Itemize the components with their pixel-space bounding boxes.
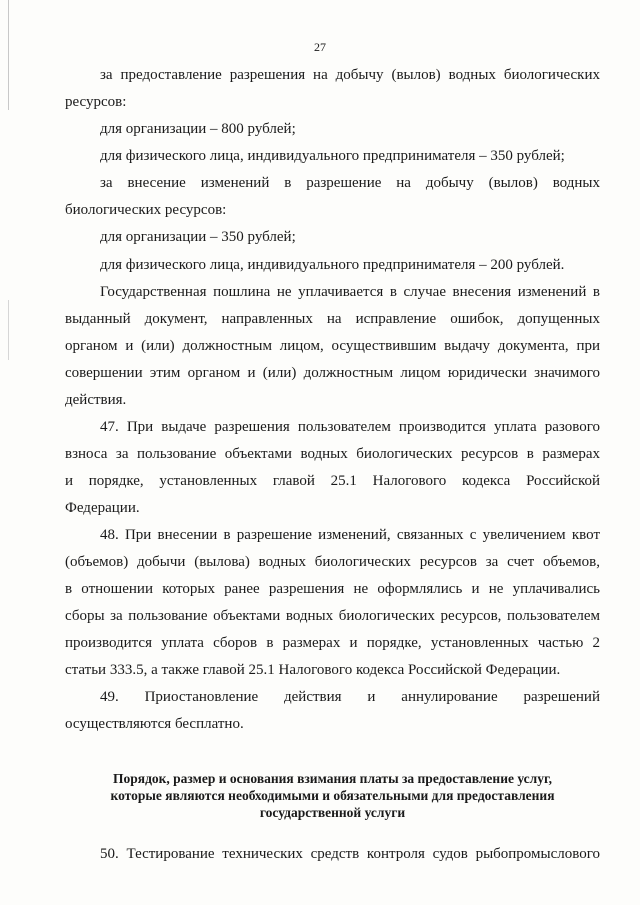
- text-line: действия.: [65, 392, 127, 408]
- text-line: для физического лица, индивидуального предпринимателя – 350 рублей;: [100, 148, 565, 164]
- text-line: осуществляются бесплатно.: [65, 716, 244, 732]
- text-line: 47. При выдаче разрешения пользователем производится уплата разового: [100, 419, 600, 435]
- text-line: биологических ресурсов:: [65, 202, 227, 218]
- text-line: статьи 333.5, а также главой 25.1 Налогового кодекса Российской Федерации.: [65, 662, 561, 678]
- section-heading: которые являются необходимыми и обязательными для предоставления: [110, 788, 555, 803]
- scan-edge-mark: [8, 0, 9, 110]
- text-line: 49. Приостановление действия и аннулирование разрешений: [100, 689, 600, 705]
- text-line: 48. При внесении в разрешение изменений, связанных с увеличением квот: [100, 527, 600, 543]
- text-line: для организации – 350 рублей;: [100, 229, 296, 245]
- text-line: для физического лица, индивидуального предпринимателя – 200 рублей.: [100, 257, 565, 273]
- text-line: для организации – 800 рублей;: [100, 121, 296, 137]
- text-line: органом и (или) должностным лицом, осуществившим выдачу документа, при: [65, 338, 600, 354]
- text-line: Федерации.: [65, 500, 140, 516]
- text-line: Государственная пошлина не уплачивается в случае внесения изменений в: [100, 284, 600, 300]
- text-line: за внесение изменений в разрешение на добычу (вылов) водных: [100, 175, 600, 191]
- text-line: (объемов) добычи (вылова) водных биологических ресурсов за счет объемов,: [65, 554, 600, 570]
- text-line: выданный документ, направленных на исправление ошибок, допущенных: [65, 311, 600, 327]
- text-line: сборы за пользование объектами водных биологических ресурсов, пользователем: [65, 608, 600, 624]
- text-line: в отношении которых ранее разрешения не оформлялись и не уплачивались: [65, 581, 600, 597]
- text-line: за предоставление разрешения на добычу (вылов) водных биологических: [100, 67, 600, 83]
- text-line: совершении этим органом и (или) должностным лицом юридически значимого: [65, 365, 600, 381]
- text-line: 50. Тестирование технических средств контроля судов рыбопромыслового: [100, 846, 600, 862]
- text-line: взноса за пользование объектами водных биологических ресурсов в размерах: [65, 446, 600, 462]
- text-line: и порядке, установленных главой 25.1 Налогового кодекса Российской: [65, 473, 600, 489]
- text-line: ресурсов:: [65, 94, 127, 110]
- scan-edge-mark: [8, 300, 9, 360]
- section-heading: государственной услуги: [259, 805, 406, 820]
- section-heading: Порядок, размер и основания взимания платы за предоставление услуг,: [113, 771, 552, 786]
- page-number: 27: [314, 40, 326, 54]
- text-line: производится уплата сборов в размерах и порядке, установленных частью 2: [65, 635, 600, 651]
